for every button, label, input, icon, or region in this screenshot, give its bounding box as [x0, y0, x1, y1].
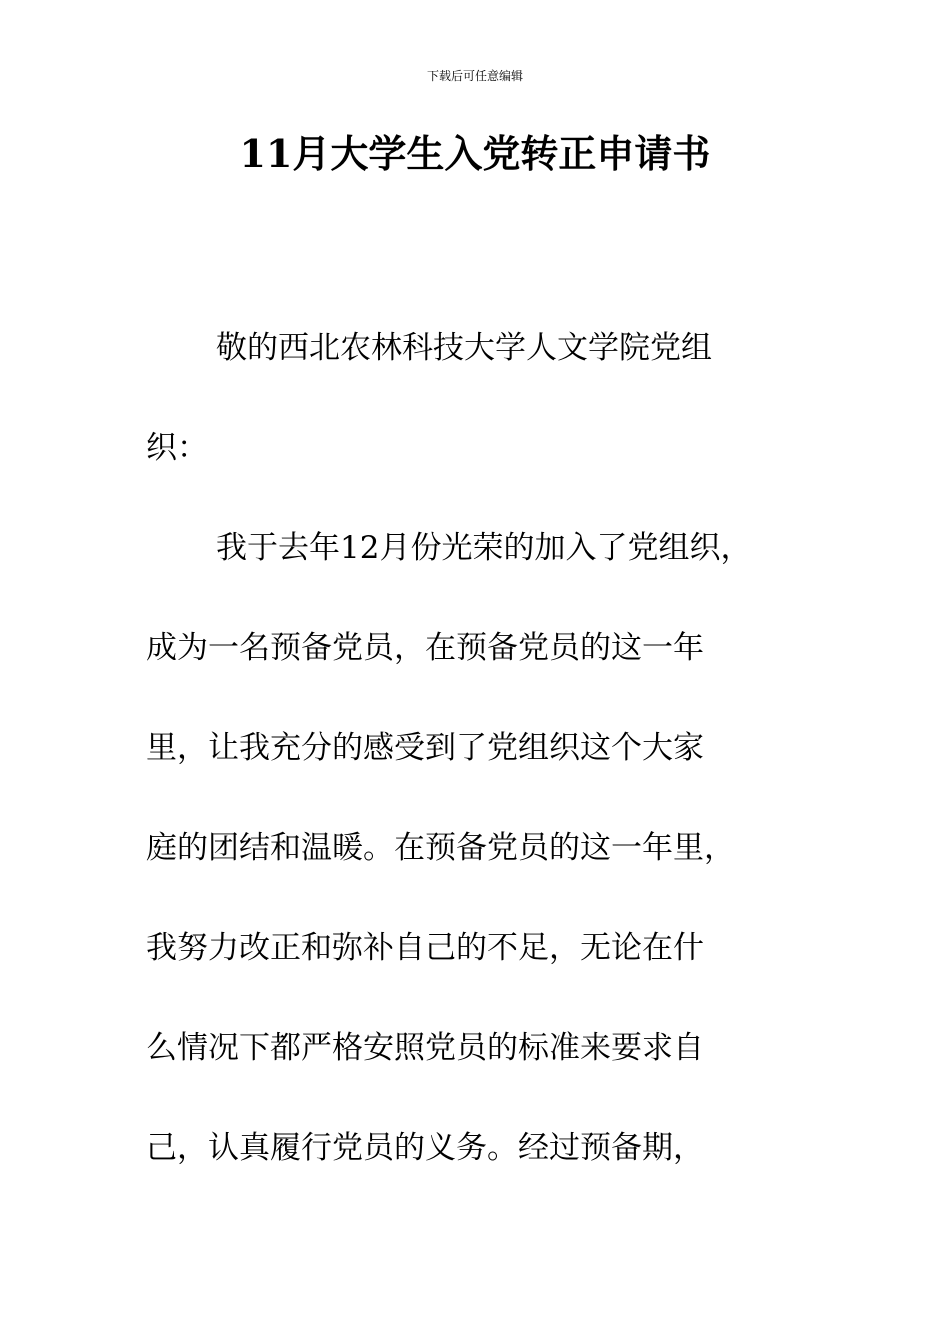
- body-line: 里，让我充分的感受到了党组织这个大家: [146, 730, 704, 766]
- body-line: 么情况下都严格安照党员的标准来要求自: [146, 1030, 704, 1066]
- document-body: [146, 298, 816, 1198]
- body-line: 己，认真履行党员的义务。经过预备期，: [146, 1130, 704, 1166]
- body-line: 织：: [146, 430, 208, 466]
- body-line: 敬的西北农林科技大学人文学院党组: [216, 330, 712, 366]
- header-note: 下载后可任意编辑: [426, 69, 523, 83]
- document-title: 11月大学生入党转正申请书: [239, 131, 711, 176]
- body-line: 我于去年12月份光荣的加入了党组织，: [216, 530, 752, 566]
- body-line: 我努力改正和弥补自己的不足，无论在什: [146, 930, 704, 966]
- body-line: 庭的团结和温暖。在预备党员的这一年里，: [146, 830, 735, 866]
- body-line: 成为一名预备党员，在预备党员的这一年: [146, 630, 704, 666]
